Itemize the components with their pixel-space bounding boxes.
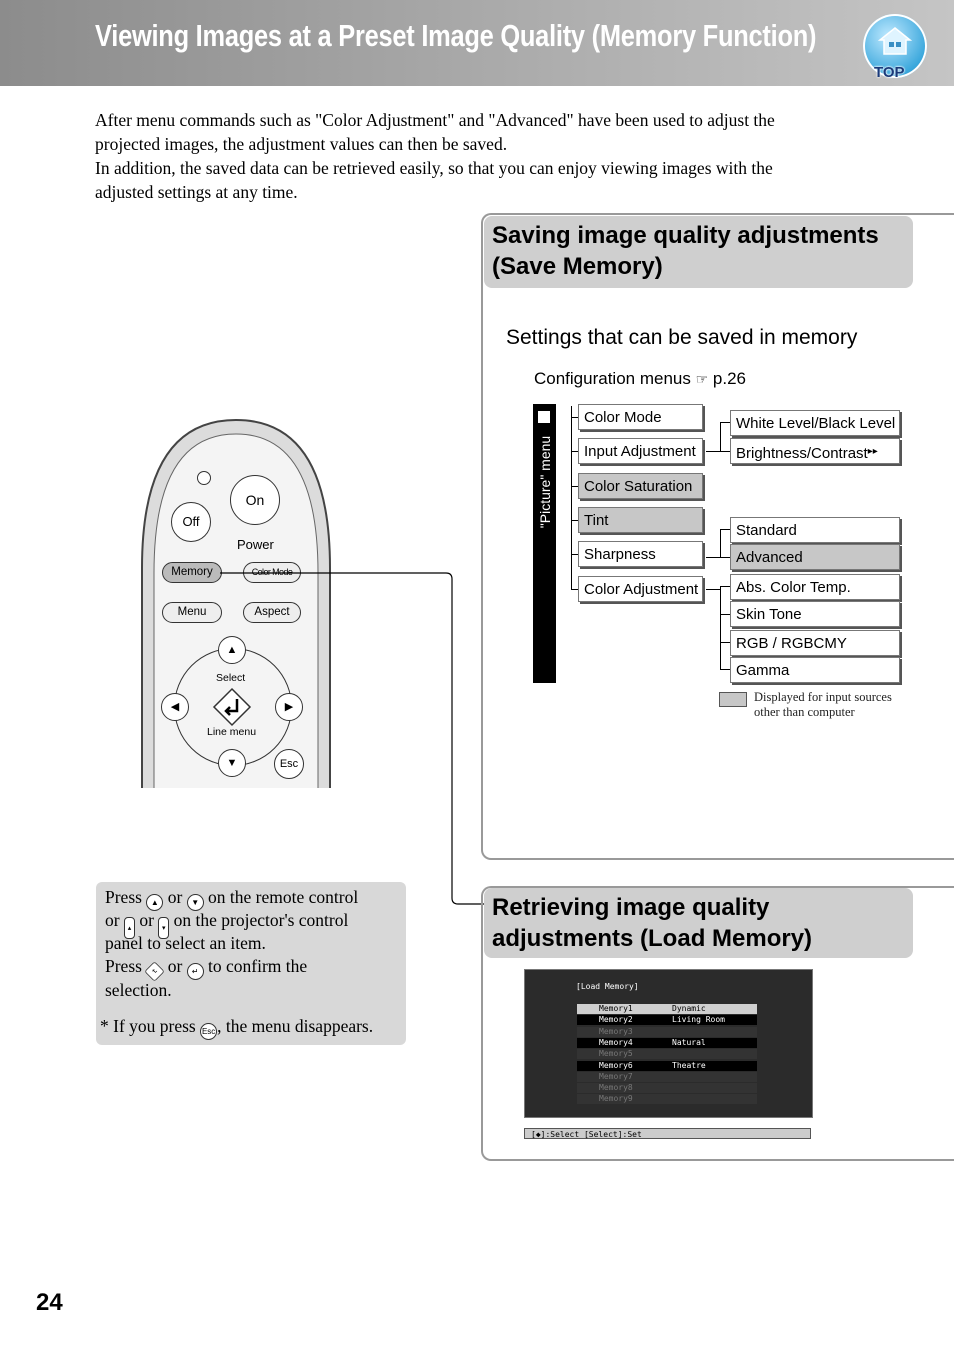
- load-memory-row-value: Theatre: [672, 1060, 706, 1070]
- load-heading-line: Retrieving image quality: [492, 894, 770, 921]
- legend-line: Displayed for input sources: [754, 690, 892, 704]
- intro-line: adjusted settings at any time.: [95, 182, 298, 202]
- load-memory-row-name: Memory6: [599, 1060, 633, 1070]
- legend-text: [754, 690, 892, 720]
- load-memory-row[interactable]: [577, 1027, 757, 1037]
- select-icon: ↵: [145, 961, 165, 981]
- power-on-button[interactable]: On: [230, 475, 280, 525]
- menu-item-color-saturation[interactable]: Color Saturation: [578, 473, 703, 499]
- load-memory-row-value: Living Room: [672, 1015, 725, 1025]
- load-memory-row-name: Memory2: [599, 1015, 633, 1025]
- menu-item-tint[interactable]: Tint: [578, 507, 703, 533]
- load-memory-row-name: Memory1: [599, 1004, 633, 1013]
- instruction-line: [105, 955, 307, 980]
- menu-item-gamma[interactable]: Gamma: [730, 657, 900, 683]
- instr-text: , the menu disappears.: [217, 1016, 374, 1036]
- load-memory-row-name: Memory8: [599, 1083, 633, 1093]
- left-button[interactable]: ◀: [161, 693, 189, 721]
- instr-text: on the projector's control: [173, 910, 349, 930]
- load-memory-row-value: Natural: [672, 1037, 706, 1047]
- instr-text: Press: [105, 887, 142, 907]
- legend-swatch: [719, 692, 747, 707]
- instr-text: or: [139, 910, 154, 930]
- line-menu-label: Line menu: [207, 726, 257, 738]
- picture-menu-label: "Picture" menu: [537, 435, 553, 529]
- pointing-hand-icon: ☞: [695, 371, 709, 387]
- memory-button[interactable]: Memory: [162, 562, 222, 583]
- menu-item-abs-color-temp[interactable]: Abs. Color Temp.: [730, 574, 900, 600]
- up-arrow-icon: ▲: [146, 894, 163, 911]
- legend-line: other than computer: [754, 705, 855, 719]
- intro-line: projected images, the adjustment values can then be saved.: [95, 134, 508, 154]
- menu-item-rgb-rgbcmy[interactable]: RGB / RGBCMY: [730, 630, 900, 656]
- power-off-button[interactable]: Off: [171, 502, 211, 542]
- down-button[interactable]: ▼: [218, 749, 246, 777]
- esc-button[interactable]: Esc: [274, 749, 304, 779]
- load-memory-row-name: Memory3: [599, 1026, 633, 1036]
- load-heading-line: adjustments (Load Memory): [492, 925, 813, 952]
- home-icon[interactable]: [878, 26, 912, 56]
- save-heading-line: (Save Memory): [492, 253, 663, 280]
- instr-text: on the remote control: [208, 887, 359, 907]
- menu-button[interactable]: Menu: [162, 602, 222, 623]
- double-arrow-icon: ▸▸: [867, 446, 878, 457]
- projector-down-icon: ▾: [158, 917, 169, 939]
- load-memory-screen: [524, 969, 813, 1118]
- load-memory-row-name: Memory5: [599, 1049, 633, 1059]
- up-button[interactable]: ▲: [218, 636, 246, 664]
- color-mode-button[interactable]: Color Mode: [243, 562, 301, 583]
- instruction-line: panel to select an item.: [105, 933, 266, 953]
- instruction-line: selection.: [105, 980, 172, 1000]
- menu-item-white-black-level[interactable]: White Level/Black Level: [730, 410, 900, 436]
- menu-item-input-adjustment[interactable]: Input Adjustment: [578, 438, 703, 464]
- instr-text: or: [105, 910, 120, 930]
- menu-item-sharpness[interactable]: Sharpness: [578, 541, 703, 567]
- select-enter-button[interactable]: [212, 687, 252, 727]
- menu-item-color-adjustment[interactable]: Color Adjustment: [578, 576, 703, 602]
- load-memory-row[interactable]: [577, 1094, 757, 1104]
- esc-icon: Esc: [200, 1023, 217, 1040]
- load-memory-row[interactable]: [577, 1072, 757, 1082]
- settings-subheading: Settings that can be saved in memory: [506, 326, 858, 349]
- config-menus-ref[interactable]: [534, 369, 746, 389]
- instruction-note: [100, 1015, 373, 1040]
- page-title: Viewing Images at a Preset Image Quality (Memory Function): [95, 18, 817, 53]
- enter-icon: ↵: [187, 963, 204, 980]
- instruction-line: [105, 886, 358, 911]
- projector-up-icon: ▴: [124, 917, 135, 939]
- menu-item-skin-tone[interactable]: Skin Tone: [730, 601, 900, 627]
- load-memory-row[interactable]: [577, 1004, 757, 1014]
- picture-menu-tab: [533, 404, 556, 683]
- save-heading-line: Saving image quality adjustments: [492, 222, 879, 249]
- menu-item-color-mode[interactable]: Color Mode: [578, 404, 703, 430]
- load-memory-row[interactable]: [577, 1038, 757, 1048]
- instr-text: or: [167, 887, 183, 907]
- config-menus-label: Configuration menus: [534, 369, 691, 388]
- load-section-heading: [484, 888, 913, 958]
- instr-text: or: [167, 956, 183, 976]
- load-memory-row-name: Memory9: [599, 1094, 633, 1104]
- load-memory-footer: [◆]:Select [Select]:Set: [524, 1128, 811, 1139]
- page-number: 24: [36, 1289, 63, 1316]
- indicator-light: [197, 471, 211, 485]
- right-button[interactable]: ▶: [275, 693, 303, 721]
- down-arrow-icon: ▼: [187, 894, 204, 911]
- select-label: Select: [216, 672, 246, 684]
- menu-item-standard[interactable]: Standard: [730, 517, 900, 543]
- load-memory-row-name: Memory7: [599, 1071, 633, 1081]
- menu-item-brightness-contrast[interactable]: [730, 438, 900, 464]
- intro-line: In addition, the saved data can be retrieved easily, so that you can enjoy viewing images with the: [95, 158, 773, 178]
- power-label: Power: [237, 537, 274, 552]
- load-memory-row-name: Memory4: [599, 1037, 633, 1047]
- menu-item-advanced[interactable]: Advanced: [730, 544, 900, 570]
- intro-line: After menu commands such as "Color Adjustment" and "Advanced" have been used to adjust the: [95, 110, 775, 130]
- top-label[interactable]: TOP: [874, 64, 905, 81]
- instr-text: * If you press: [100, 1016, 196, 1036]
- load-memory-row[interactable]: [577, 1083, 757, 1093]
- load-memory-row[interactable]: [577, 1061, 757, 1071]
- config-page-link[interactable]: p.26: [712, 369, 746, 388]
- instr-text: Press: [105, 956, 142, 976]
- load-memory-row[interactable]: [577, 1049, 757, 1059]
- load-memory-row-value: Dynamic: [672, 1004, 706, 1013]
- aspect-button[interactable]: Aspect: [243, 602, 301, 623]
- instr-text: to confirm the: [208, 956, 308, 976]
- save-section-heading: [484, 216, 913, 288]
- load-memory-row[interactable]: [577, 1015, 757, 1025]
- brightness-contrast-label: Brightness/Contrast: [736, 445, 868, 462]
- load-memory-title: [Load Memory]: [576, 982, 639, 991]
